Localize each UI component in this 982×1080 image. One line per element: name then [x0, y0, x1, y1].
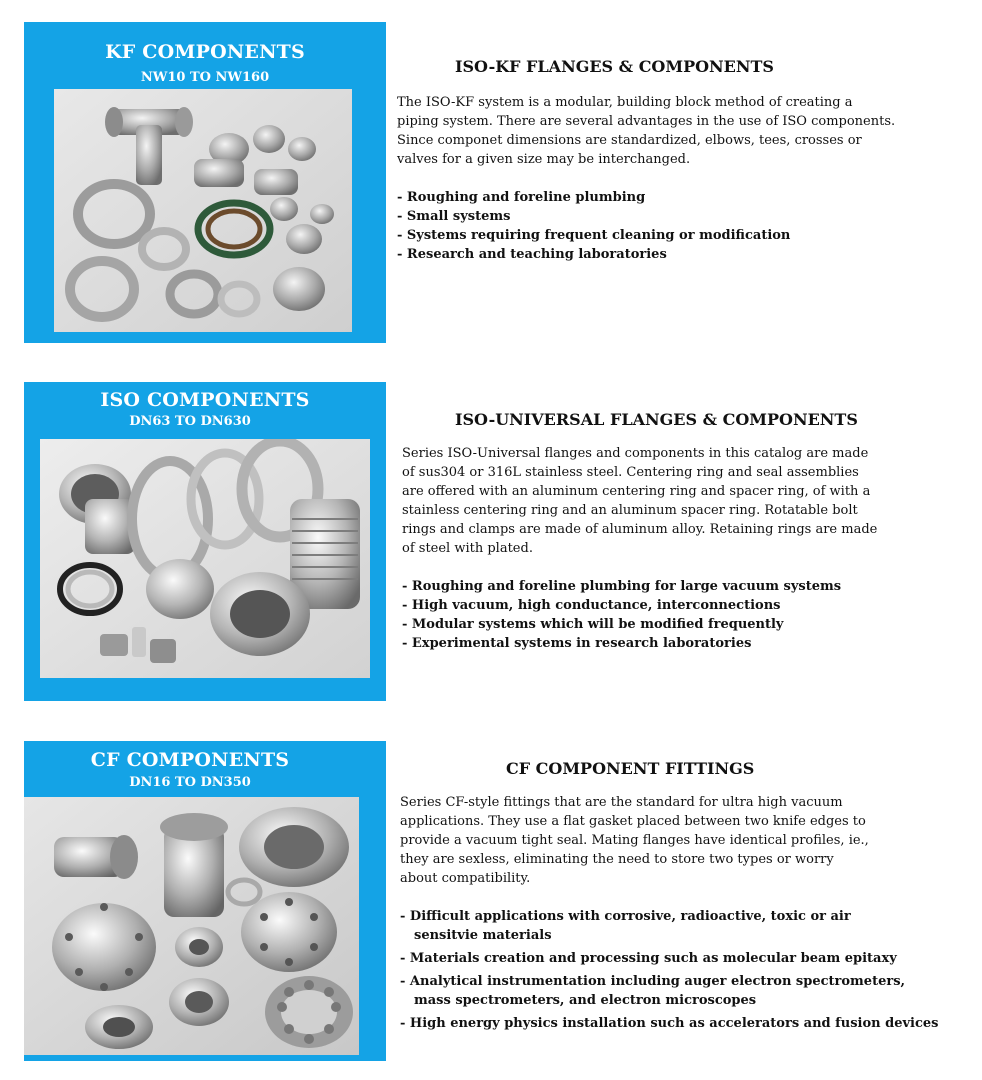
list-item-line: - Analytical instrumentation including auger electron spectrometers,	[400, 974, 906, 989]
description-line: of sus304 or 316L stainless steel. Centering ring and seal assemblies	[402, 465, 859, 480]
list-item: - Experimental systems in research laboratories	[402, 636, 752, 651]
list-item-line: - Materials creation and processing such as molecular beam epitaxy	[400, 951, 897, 966]
list-item	[400, 972, 938, 1010]
cf-fittings-photo	[24, 797, 359, 1055]
description-line: applications. They use a flat gasket placed between two knife edges to	[400, 814, 866, 829]
list-item	[400, 949, 938, 968]
description-line: rings and clamps are made of aluminum alloy. Retaining rings are made	[402, 522, 878, 537]
card-subtitle: DN63 TO DN630	[129, 414, 251, 429]
application-list	[402, 577, 841, 653]
card-title: CF COMPONENTS	[90, 749, 290, 771]
card-subtitle: NW10 TO NW160	[140, 70, 270, 85]
kf-fittings-photo	[54, 89, 352, 332]
description-line: provide a vacuum tight seal. Mating flanges have identical profiles, ie.,	[400, 833, 869, 848]
list-item: - Systems requiring frequent cleaning or modification	[397, 228, 791, 243]
section-heading: ISO-KF FLANGES & COMPONENTS	[455, 57, 774, 76]
description-line: Series ISO-Universal flanges and components in this catalog are made	[402, 446, 869, 461]
card-title: ISO COMPONENTS	[100, 389, 310, 411]
description-line: they are sexless, eliminating the need to store two types or worry	[400, 852, 834, 867]
section-description	[397, 93, 895, 169]
iso-fittings-photo	[40, 439, 370, 678]
list-item-continuation: mass spectrometers, and electron microscopes	[414, 993, 757, 1008]
application-list	[397, 188, 790, 264]
description-line: piping system. There are several advantages in the use of ISO components.	[397, 114, 896, 129]
list-item: - Research and teaching laboratories	[397, 247, 667, 262]
list-item-line: - High energy physics installation such as accelerators and fusion devices	[400, 1016, 939, 1031]
application-list	[400, 907, 938, 1037]
kf-card	[24, 22, 386, 343]
description-line: valves for a given size may be interchanged.	[397, 152, 691, 167]
description-line: Since componet dimensions are standardized, elbows, tees, crosses or	[397, 133, 862, 148]
section-description	[400, 793, 869, 888]
list-item: - Small systems	[397, 209, 511, 224]
description-line: about compatibility.	[400, 871, 531, 886]
iso-section	[0, 370, 982, 710]
list-item-line: - Difficult applications with corrosive, radioactive, toxic or air	[400, 909, 851, 924]
list-item	[400, 1014, 938, 1033]
list-item	[400, 907, 938, 945]
list-item: - High vacuum, high conductance, interconnections	[402, 598, 781, 613]
section-heading: ISO-UNIVERSAL FLANGES & COMPONENTS	[455, 410, 858, 429]
cf-card	[24, 741, 386, 1061]
cf-section	[0, 730, 982, 1075]
description-line: of steel with plated.	[402, 541, 533, 556]
section-description	[402, 444, 877, 558]
description-line: The ISO-KF system is a modular, building block method of creating a	[397, 95, 853, 110]
list-item: - Modular systems which will be modified frequently	[402, 617, 784, 632]
kf-section	[0, 0, 982, 360]
list-item: - Roughing and foreline plumbing	[397, 190, 646, 205]
description-line: are offered with an aluminum centering ring and spacer ring, of with a	[402, 484, 871, 499]
list-item-continuation: sensitvie materials	[414, 928, 552, 943]
card-title: KF COMPONENTS	[105, 41, 305, 63]
description-line: Series CF-style fittings that are the standard for ultra high vacuum	[400, 795, 843, 810]
description-line: stainless centering ring and an aluminum spacer ring. Rotatable bolt	[402, 503, 858, 518]
card-subtitle: DN16 TO DN350	[129, 775, 251, 790]
section-heading: CF COMPONENT FITTINGS	[506, 759, 755, 778]
iso-card	[24, 382, 386, 701]
list-item: - Roughing and foreline plumbing for large vacuum systems	[402, 579, 842, 594]
